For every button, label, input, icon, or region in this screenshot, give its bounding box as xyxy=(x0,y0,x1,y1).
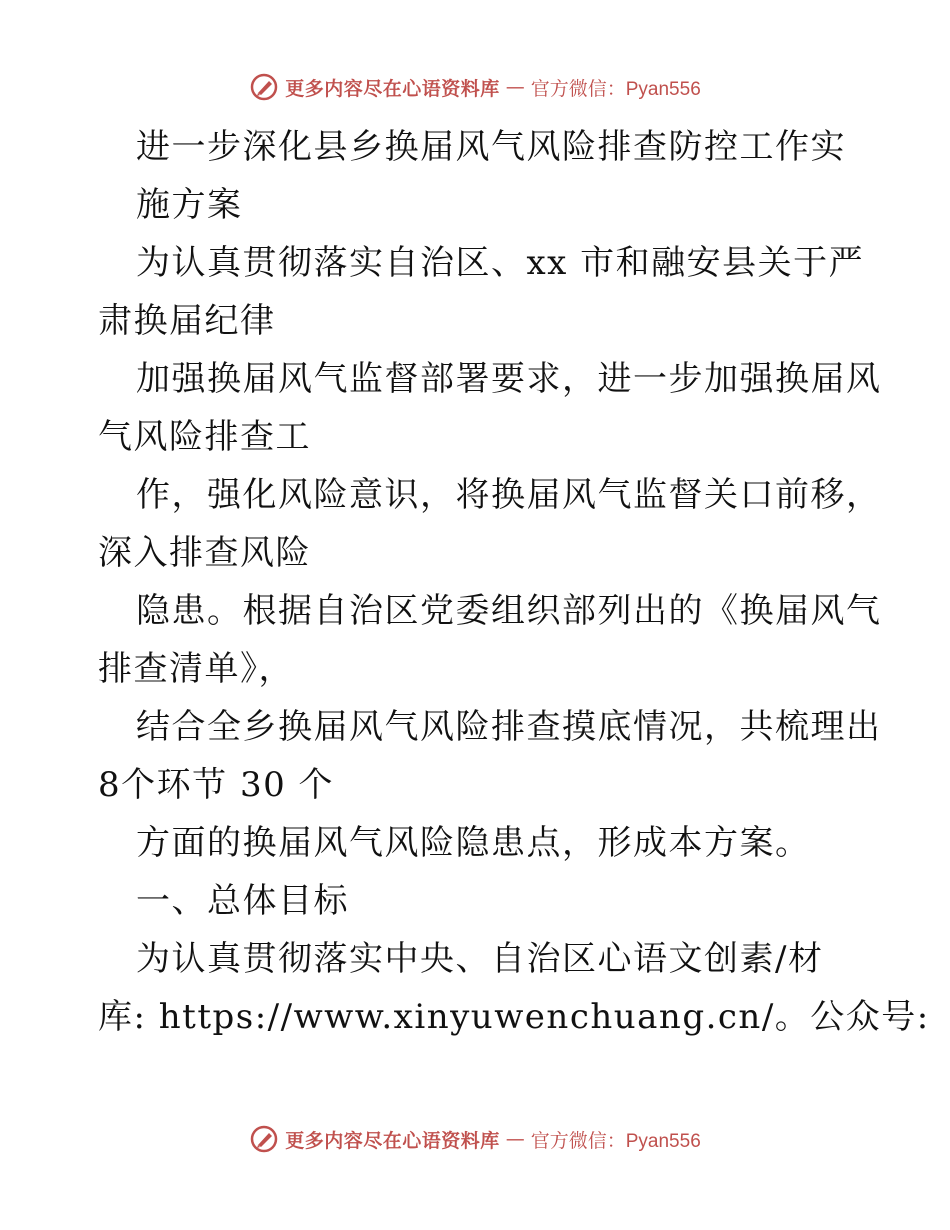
document-line: 8个环节 30 个 xyxy=(98,765,335,805)
document-body xyxy=(98,118,930,1046)
footer-watermark xyxy=(0,1124,950,1154)
document-line: 隐患。根据自治区党委组织部列出的《换届风气 xyxy=(136,591,882,631)
document-line: 进一步深化县乡换届风气风险排查防控工作实 xyxy=(136,127,846,167)
document-line: 结合全乡换届风气风险排查摸底情况，共梳理出 xyxy=(136,707,882,747)
watermark-contact: 官方微信：Pyan556 xyxy=(530,1130,701,1152)
pen-logo-icon xyxy=(249,72,279,102)
section-heading: 一、总体目标 xyxy=(136,881,349,921)
document-line: 肃换届纪律 xyxy=(98,301,276,341)
watermark-separator: — xyxy=(505,1128,525,1150)
document-line: 排查清单》， xyxy=(98,649,294,689)
watermark-text: 更多内容尽在心语资料库 xyxy=(285,1129,500,1152)
pen-logo-icon xyxy=(249,1124,279,1154)
document-line: 气风险排查工 xyxy=(98,417,311,457)
document-line: 作，强化风险意识，将换届风气监督关口前移， xyxy=(136,475,882,515)
header-watermark xyxy=(0,72,950,102)
watermark-text: 更多内容尽在心语资料库 xyxy=(285,77,500,100)
watermark-separator: — xyxy=(505,76,525,98)
document-line: 库: https://www.xinyuwenchuang.cn/。公众号: xyxy=(98,997,930,1037)
document-line: 方面的换届风气风险隐患点，形成本方案。 xyxy=(136,823,811,863)
document-line: 施方案 xyxy=(136,185,243,225)
document-line: 加强换届风气监督部署要求，进一步加强换届风 xyxy=(136,359,882,399)
document-line: 为认真贯彻落实中央、自治区心语文创素/材 xyxy=(136,939,824,979)
document-line: 深入排查风险 xyxy=(98,533,311,573)
document-line: 为认真贯彻落实自治区、xx 市和融安县关于严 xyxy=(136,243,865,283)
watermark-contact: 官方微信：Pyan556 xyxy=(530,78,701,100)
